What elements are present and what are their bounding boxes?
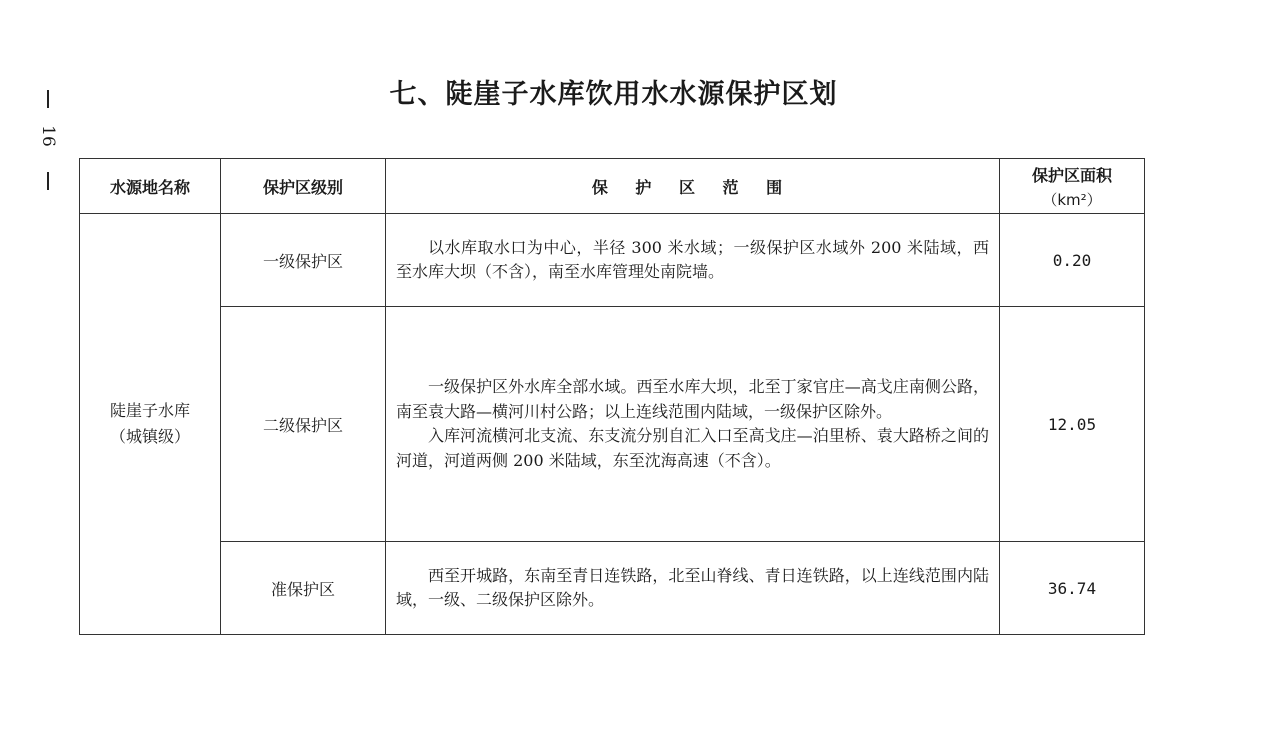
page-number: 16 bbox=[38, 125, 58, 147]
header-area-unit: （km²） bbox=[1042, 190, 1102, 209]
header-source-name: 水源地名称 bbox=[80, 159, 221, 214]
range-cell bbox=[386, 307, 1000, 542]
area-cell: 36.74 bbox=[1000, 542, 1145, 635]
header-area bbox=[1000, 159, 1145, 214]
section-title: 七、陡崖子水库饮用水水源保护区划 bbox=[389, 79, 838, 110]
source-name-cell bbox=[80, 214, 221, 635]
range-paragraph: 西至开城路，东南至青日连铁路，北至山脊线、青日连铁路，以上连线范围内陆域，一级、二级保护区除外。 bbox=[396, 565, 989, 609]
level-cell: 二级保护区 bbox=[221, 307, 386, 542]
header-range: 保 护 区 范 围 bbox=[386, 159, 1000, 214]
area-cell: 0.20 bbox=[1000, 214, 1145, 307]
range-paragraph: 一级保护区外水库全部水域。西至水库大坝，北至丁家官庄—高戈庄南侧公路，南至袁大路—横河川村公路；以上连线范围内陆域，一级保护区除外。 bbox=[396, 377, 989, 421]
range-cell bbox=[386, 542, 1000, 635]
source-name: 陡崖子水库 bbox=[109, 401, 190, 420]
source-type: （城镇级） bbox=[109, 427, 190, 446]
area-cell: 12.05 bbox=[1000, 307, 1145, 542]
level-cell: 准保护区 bbox=[221, 542, 386, 635]
range-paragraph: 入库河流横河北支流、东支流分别自汇入口至高戈庄—泊里桥、袁大路桥之间的河道，河道两侧 200 米陆域，东至沈海高速（不含）。 bbox=[396, 426, 989, 470]
table-header-row bbox=[80, 159, 1145, 214]
header-level: 保护区级别 bbox=[221, 159, 386, 214]
table-row bbox=[80, 307, 1145, 542]
table-row bbox=[80, 214, 1145, 307]
protection-zone-table bbox=[79, 158, 1145, 635]
table-row bbox=[80, 542, 1145, 635]
range-paragraph: 以水库取水口为中心，半径 300 米水域；一级保护区水域外 200 米陆域，西至水库大坝（不含），南至水库管理处南院墙。 bbox=[396, 237, 989, 281]
level-cell: 一级保护区 bbox=[221, 214, 386, 307]
page-number-dash-bottom bbox=[47, 172, 49, 190]
range-cell bbox=[386, 214, 1000, 307]
header-area-label: 保护区面积 bbox=[1031, 165, 1112, 185]
